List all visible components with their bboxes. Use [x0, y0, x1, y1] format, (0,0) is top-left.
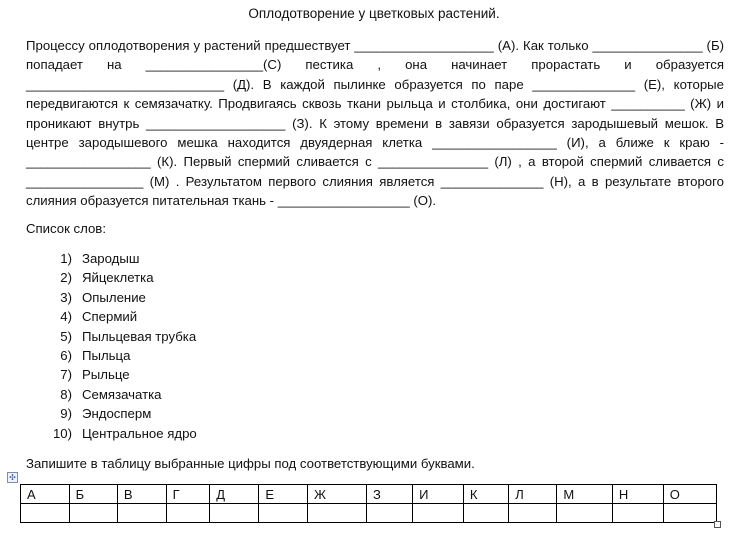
table-header-cell: Е [259, 485, 308, 504]
answer-cell[interactable] [367, 504, 413, 523]
list-word: Зародыш [82, 251, 140, 266]
answer-cell[interactable] [259, 504, 308, 523]
list-item [46, 307, 197, 326]
list-number: 5) [60, 328, 72, 344]
answer-table[interactable] [20, 484, 717, 523]
answer-cell[interactable] [663, 504, 716, 523]
list-number: 6) [60, 347, 72, 363]
table-header-row [21, 485, 717, 504]
list-number: 1) [60, 251, 72, 266]
list-item [46, 288, 197, 307]
table-header-cell: К [463, 485, 508, 504]
table-header-cell: О [663, 485, 716, 504]
table-header-cell: Л [509, 485, 557, 504]
answer-cell[interactable] [117, 504, 166, 523]
table-header-cell: М [557, 485, 612, 504]
answer-cell[interactable] [612, 504, 663, 523]
list-word: Опыление [82, 289, 146, 305]
list-item [46, 268, 197, 287]
list-number: 8) [60, 386, 72, 402]
instruction-text: Запишите в таблицу выбранные цифры под соответствующими буквами. [26, 456, 475, 471]
list-item [46, 346, 197, 365]
list-item [46, 249, 197, 268]
paragraph-text: Процессу оплодотворения у растений предшествует ___________________ (А). Как только _______________ (Б) попадает на ________________(С) пестика , она начинает прорастать и образуется ___________________________ (Д). В каждой пылинке образуется по паре ______________ (Е), которые передвигаются к семязачатку. Продвигаясь сквозь ткани рыльца и столбика, они достигают __________ (Ж) и проникают внутрь ___________________ (З). К этому времени в завязи образуется зародышевый мешок. В центре зародышевого мешка находится двуядерная клетка _________________ (И), а ближе к краю - _________________ (К). Первый спермий сливается с _______________ (Л) , а второй спермий сливается с ________________ (М) . Результатом первого слияния является ______________ (Н), а в результате второго слияния образуется питательная ткань - __________________ (О). [26, 38, 724, 209]
list-number: 7) [60, 367, 72, 383]
table-resize-handle-icon[interactable] [714, 521, 721, 528]
list-number: 10) [52, 425, 72, 441]
list-item [46, 424, 197, 443]
list-item [46, 385, 197, 404]
list-number: 3) [60, 289, 72, 305]
answer-cell[interactable] [557, 504, 612, 523]
answer-cell[interactable] [463, 504, 508, 523]
list-number: 2) [60, 270, 72, 286]
word-list-title: Список слов: [26, 221, 106, 236]
list-word: Рыльце [82, 367, 130, 383]
table-move-handle-icon[interactable]: ✣ [7, 472, 18, 483]
table-header-cell: З [367, 485, 413, 504]
answer-cell[interactable] [307, 504, 366, 523]
table-header-cell: Г [166, 485, 210, 504]
answer-cell[interactable] [509, 504, 557, 523]
list-item [46, 327, 197, 346]
list-item [46, 404, 197, 423]
list-word: Яйцеклетка [82, 270, 154, 286]
answer-cell[interactable] [69, 504, 117, 523]
list-number: 9) [60, 406, 72, 422]
list-word: Пыльца [82, 347, 131, 363]
table-header-cell: Б [69, 485, 117, 504]
list-item [46, 365, 197, 384]
table-header-cell: В [117, 485, 166, 504]
list-word: Пыльцевая трубка [82, 328, 197, 344]
task-paragraph[interactable] [26, 36, 724, 211]
list-word: Эндосперм [82, 406, 152, 422]
answer-cell[interactable] [166, 504, 210, 523]
list-word: Спермий [82, 309, 138, 325]
list-word: Семязачатка [82, 386, 162, 402]
word-list [46, 249, 197, 443]
table-header-cell: А [21, 485, 70, 504]
table-header-cell: Ж [307, 485, 366, 504]
list-number: 4) [60, 309, 72, 325]
table-answer-row [21, 504, 717, 523]
table-header-cell: И [413, 485, 464, 504]
answer-cell[interactable] [210, 504, 259, 523]
table-header-cell: Н [612, 485, 663, 504]
answer-cell[interactable] [21, 504, 70, 523]
table-header-cell: Д [210, 485, 259, 504]
document-title: Оплодотворение у цветковых растений. [248, 6, 500, 21]
answer-cell[interactable] [413, 504, 464, 523]
list-word: Центральное ядро [82, 425, 197, 441]
